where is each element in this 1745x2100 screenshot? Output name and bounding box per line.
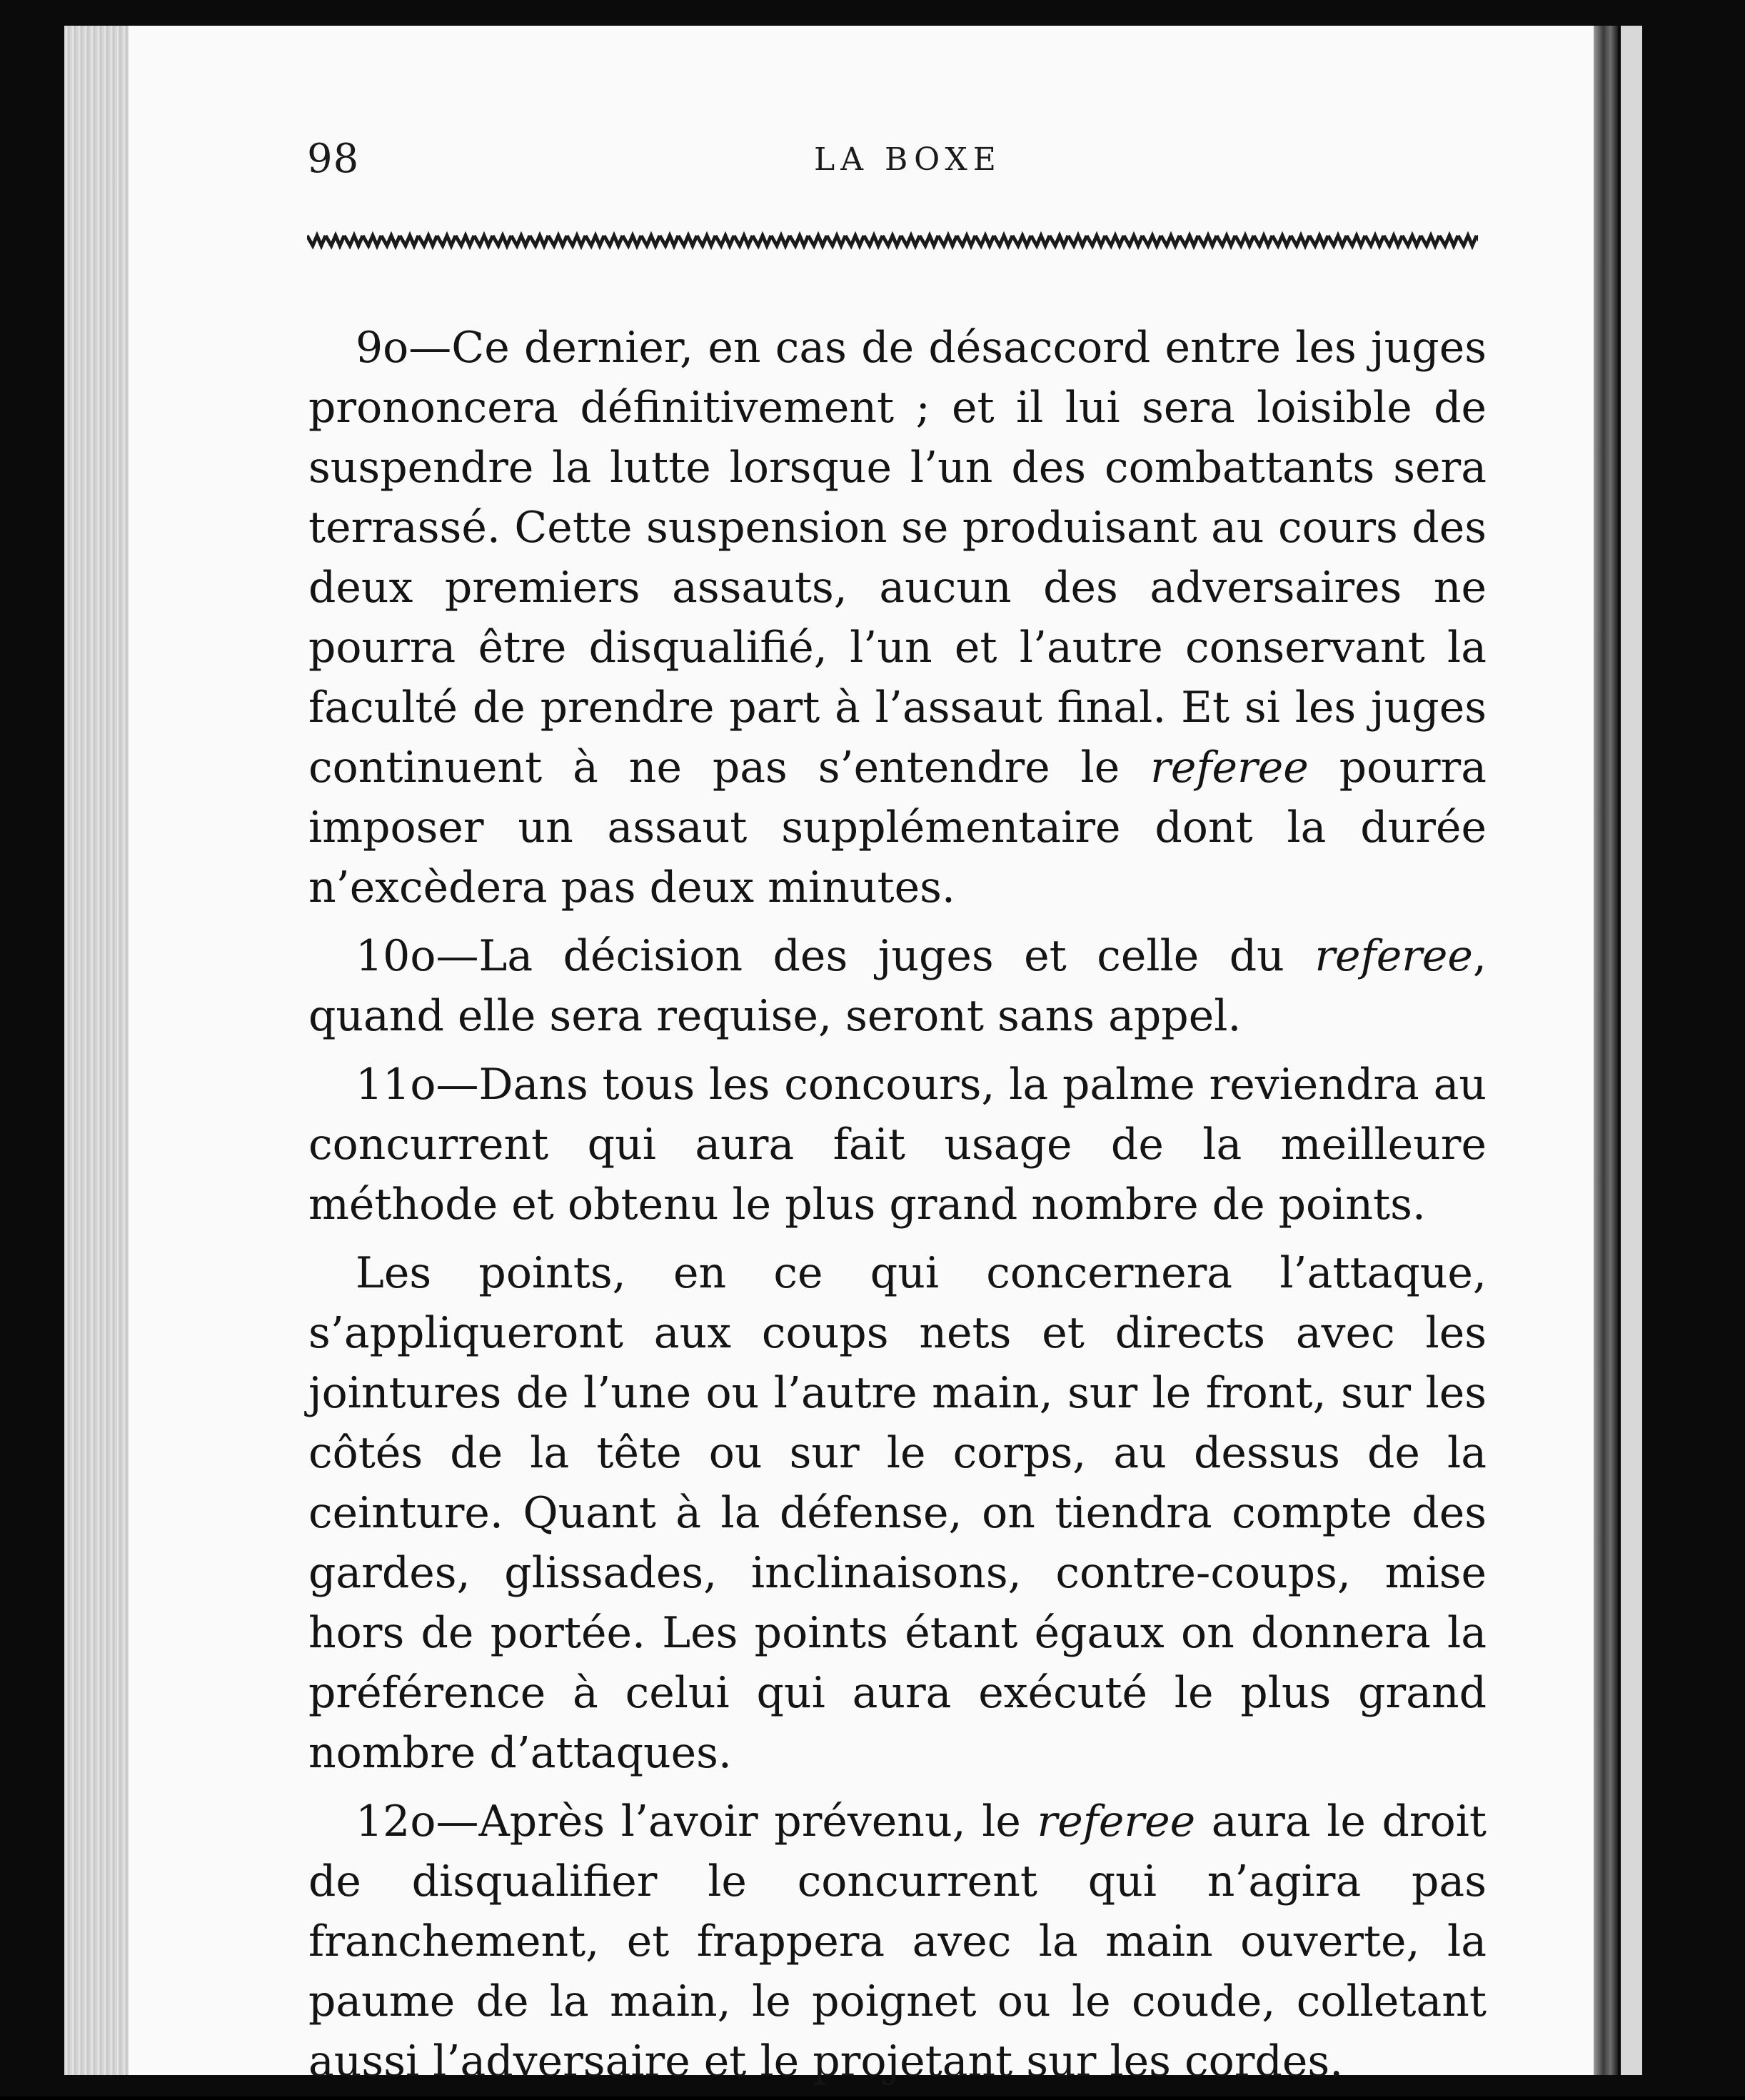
running-title: LA BOXE: [814, 141, 1002, 178]
rule-10-italic-term: referee: [1314, 931, 1473, 981]
paragraph-points: Les points, en ce qui concernera l’attaque, s’appliqueront aux coups nets et directs avec les jointures de l’une ou l’autre main, sur le front, sur les côtés de la tête ou sur le corps, au dessus de la ceinture. Quant à la défense, on tiendra compte des gardes, glissades, inclinaisons, contre-coups, mise hors de portée. Les points étant égaux on donnera la préférence à celui qui aura exécuté le plus grand nombre d’attaques.: [308, 1248, 1487, 1778]
rule-12-text-end: aura le droit de disqualifier le concurrent qui n’agira pas franchement, et frappera avec la main ouverte, la paume de la main, le poignet ou le coude, colletant aussi l’adversaire et le projetant sur les cordes.: [308, 1797, 1487, 2086]
rule-10-text-start: 10o—La décision des juges et celle du: [356, 931, 1315, 981]
rule-9-italic-term: referee: [1150, 743, 1309, 793]
paragraph-rule-11: 11o—Dans tous les concours, la palme reviendra au concurrent qui aura fait usage de la meilleure méthode et obtenu le plus grand nombre de points.: [308, 1060, 1487, 1230]
paragraph-rule-12: [308, 1792, 1487, 2091]
facing-page-strip: [1621, 26, 1642, 2075]
rule-9-text-start: 9o—Ce dernier, en cas de désaccord entre les juges prononcera définitivement ; et il lui sera loisible de suspendre la lutte lorsque l’un des combattants sera terrassé. Cette suspension se produisant au cours des deux premiers assauts, aucun des adversaires ne pourra être disqualifié, l’un et l’autre conservant la faculté de prendre part à l’assaut final. Et si les juges continuent à ne pas s’entendre le: [308, 323, 1487, 793]
paragraph-rule-9: [308, 318, 1487, 918]
facing-page-edge: [1594, 26, 1618, 2075]
page-number: 98: [307, 136, 360, 182]
rule-10-text-end: , quand elle sera requise, seront sans appel.: [308, 931, 1487, 1041]
decorative-rule: [307, 230, 1478, 251]
page-body: [308, 318, 1487, 2100]
paragraph-rule-10: [308, 926, 1487, 1046]
page-gutter-edge: [64, 26, 129, 2075]
rule-12-italic-term: referee: [1037, 1797, 1196, 1847]
rule-12-text-start: 12o—Après l’avoir prévenu, le: [356, 1797, 1037, 1847]
rule-9-text-end: pourra imposer un assaut supplémentaire dont la durée n’excèdera pas deux minutes.: [308, 743, 1487, 913]
